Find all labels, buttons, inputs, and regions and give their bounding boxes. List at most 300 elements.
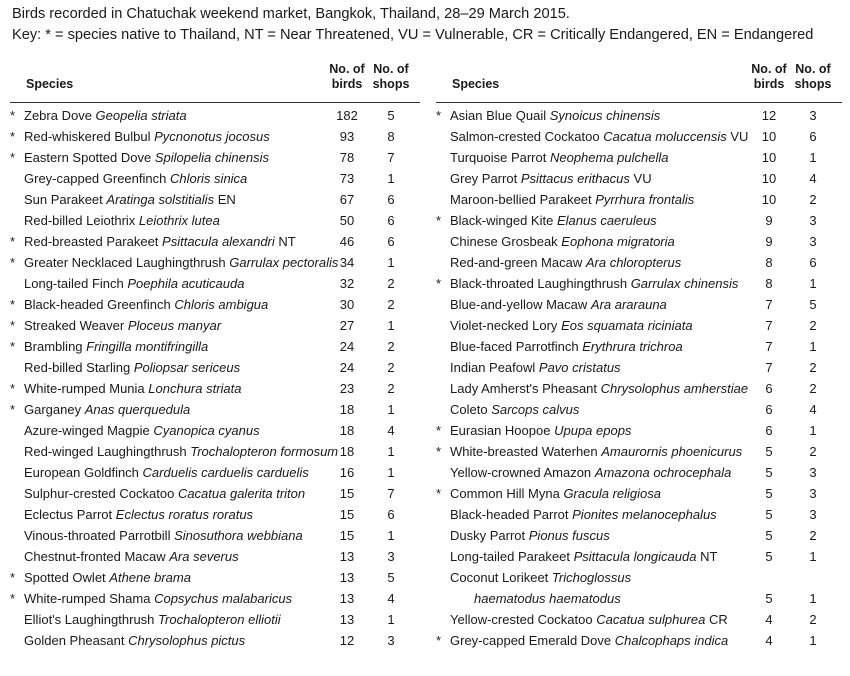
common-name: Garganey: [24, 402, 82, 417]
native-marker: *: [436, 486, 442, 501]
bird-count: 24: [339, 339, 355, 354]
shop-count: 2: [809, 612, 817, 627]
native-marker: *: [10, 339, 16, 354]
scientific-name: Anas querquedula: [84, 402, 191, 417]
scientific-name: Synoicus chinensis: [549, 108, 661, 123]
common-name: Red-breasted Parakeet: [24, 234, 159, 249]
table-row: [436, 462, 842, 483]
scientific-name: Chrysolophus amherstiae: [600, 381, 749, 396]
table-row: [436, 126, 842, 147]
bird-count: 10: [761, 192, 777, 207]
species-name: [24, 294, 268, 315]
bird-count: 5: [765, 444, 773, 459]
conservation-status: VU: [730, 129, 749, 144]
common-name: Chinese Grosbeak: [450, 234, 558, 249]
species-name: [24, 630, 245, 651]
species-name: [24, 147, 269, 168]
bird-count: 6: [765, 381, 773, 396]
species-name: [24, 231, 296, 252]
species-name: [24, 126, 270, 147]
species-name: [450, 504, 717, 525]
shop-count: 2: [387, 381, 395, 396]
native-marker: *: [10, 150, 16, 165]
species-name: [24, 525, 303, 546]
table-row: [10, 105, 420, 126]
bird-count: 73: [339, 171, 355, 186]
birds-column-header: [326, 62, 368, 92]
species-name: [450, 168, 652, 189]
shop-count: 2: [387, 339, 395, 354]
native-marker: *: [10, 255, 16, 270]
bird-count: 50: [339, 213, 355, 228]
bird-count: 9: [765, 213, 773, 228]
species-name: [24, 483, 305, 504]
common-name: Black-throated Laughingthrush: [450, 276, 628, 291]
scientific-name: Chloris sinica: [169, 171, 248, 186]
species-name: [450, 189, 694, 210]
table-row: [436, 441, 842, 462]
species-name: [24, 210, 220, 231]
species-name: [450, 462, 731, 483]
species-column-header: Species: [452, 77, 500, 91]
native-marker: *: [10, 318, 16, 333]
native-marker: *: [10, 570, 16, 585]
native-marker: *: [436, 213, 442, 228]
species-name: [24, 105, 187, 126]
table-row: [10, 168, 420, 189]
scientific-name: Garrulax chinensis: [630, 276, 739, 291]
table-row: [10, 546, 420, 567]
shop-count: 3: [387, 549, 395, 564]
shop-count: 1: [387, 612, 395, 627]
species-name: [450, 147, 669, 168]
common-name: Golden Pheasant: [24, 633, 125, 648]
common-name: Common Hill Myna: [450, 486, 560, 501]
shops-header-line2: shops: [372, 77, 410, 91]
scientific-name: Trochalopteron elliotii: [158, 612, 281, 627]
native-marker: *: [10, 591, 16, 606]
table-row: [436, 210, 842, 231]
scientific-name: Copsychus malabaricus: [154, 591, 293, 606]
table-row: [436, 168, 842, 189]
common-name: Spotted Owlet: [24, 570, 106, 585]
scientific-name: Cacatua galerita triton: [177, 486, 306, 501]
species-name: [450, 126, 748, 147]
bird-count: 13: [339, 612, 355, 627]
table-row: [436, 546, 842, 567]
bird-count: 27: [339, 318, 355, 333]
scientific-name: Erythrura trichroa: [582, 339, 683, 354]
native-marker: *: [10, 129, 16, 144]
common-name: Black-headed Parrot: [450, 507, 569, 522]
shop-count: 2: [387, 360, 395, 375]
bird-count: 182: [336, 108, 358, 123]
species-name: [450, 315, 693, 336]
bird-count: 78: [339, 150, 355, 165]
shops-column-header: [790, 62, 836, 92]
bird-count: 18: [339, 444, 355, 459]
table-row: [10, 630, 420, 651]
species-name: [450, 105, 660, 126]
shops-header-line1: No. of: [795, 62, 831, 76]
table-row: [10, 273, 420, 294]
common-name: Lady Amherst's Pheasant: [450, 381, 598, 396]
shop-count: 1: [387, 318, 395, 333]
table-row: [436, 252, 842, 273]
common-name: Indian Peafowl: [450, 360, 536, 375]
table-row: [10, 525, 420, 546]
species-name: [450, 252, 681, 273]
shop-count: 6: [387, 234, 395, 249]
table-row: [10, 420, 420, 441]
common-name: Eclectus Parrot: [24, 507, 113, 522]
header-rule: [436, 102, 842, 103]
scientific-name: Fringilla montifringilla: [86, 339, 209, 354]
shop-count: 1: [809, 591, 817, 606]
conservation-status: NT: [700, 549, 718, 564]
shop-count: 3: [809, 507, 817, 522]
shop-count: 3: [809, 108, 817, 123]
bird-count: 18: [339, 402, 355, 417]
scientific-name: Amaurornis phoenicurus: [601, 444, 743, 459]
bird-count: 46: [339, 234, 355, 249]
scientific-name-continued: haematodus haematodus: [474, 591, 621, 606]
shop-count: 6: [809, 129, 817, 144]
table-row: [436, 525, 842, 546]
birds-header-line2: birds: [753, 77, 785, 91]
bird-count: 93: [339, 129, 355, 144]
common-name: Streaked Weaver: [24, 318, 125, 333]
common-name: White-breasted Waterhen: [450, 444, 598, 459]
shop-count: 6: [387, 507, 395, 522]
shop-count: 6: [387, 192, 395, 207]
table-row: [436, 231, 842, 252]
table-row: [436, 630, 842, 651]
shop-count: 1: [387, 465, 395, 480]
scientific-name: Geopelia striata: [95, 108, 187, 123]
common-name: White-rumped Munia: [24, 381, 145, 396]
bird-count: 67: [339, 192, 355, 207]
right-table-body: [436, 105, 842, 651]
bird-count: 7: [765, 318, 773, 333]
scientific-name: Poliopsar sericeus: [133, 360, 241, 375]
scientific-name: Garrulax pectoralis: [229, 255, 339, 270]
species-name: [24, 357, 240, 378]
common-name: European Goldfinch: [24, 465, 139, 480]
table-row: [10, 462, 420, 483]
scientific-name: Chalcophaps indica: [614, 633, 729, 648]
scientific-name: Elanus caeruleus: [556, 213, 657, 228]
shop-count: 4: [809, 402, 817, 417]
bird-count: 15: [339, 528, 355, 543]
common-name: Long-tailed Finch: [24, 276, 124, 291]
species-name: [24, 462, 309, 483]
shop-count: 1: [809, 150, 817, 165]
common-name: Blue-faced Parrotfinch: [450, 339, 579, 354]
shop-count: 1: [387, 402, 395, 417]
table-row: [436, 483, 842, 504]
species-name: [24, 273, 244, 294]
native-marker: *: [10, 381, 16, 396]
table-row: [10, 189, 420, 210]
bird-count: 13: [339, 549, 355, 564]
shop-count: 5: [387, 570, 395, 585]
scientific-name: Gracula religiosa: [563, 486, 661, 501]
species-name: [24, 336, 208, 357]
shop-count: 2: [809, 318, 817, 333]
common-name: Grey-capped Emerald Dove: [450, 633, 612, 648]
scientific-name: Cyanopica cyanus: [153, 423, 260, 438]
scientific-name: Amazona ochrocephala: [594, 465, 732, 480]
bird-count: 8: [765, 255, 773, 270]
scientific-name: Cacatua sulphurea: [596, 612, 706, 627]
table-row: [10, 609, 420, 630]
scientific-name: Athene brama: [109, 570, 191, 585]
shop-count: 3: [809, 234, 817, 249]
species-name: [24, 441, 338, 462]
shop-count: 2: [809, 528, 817, 543]
table-row: [436, 378, 842, 399]
species-name: [450, 525, 610, 546]
header-rule: [10, 102, 420, 103]
table-row: [10, 399, 420, 420]
right-table-header: [436, 62, 842, 98]
bird-count: 12: [761, 108, 777, 123]
common-name: Red-billed Leiothrix: [24, 213, 136, 228]
scientific-name: Psittacus erithacus: [520, 171, 630, 186]
scientific-name: Spilopelia chinensis: [154, 150, 270, 165]
species-name: [450, 609, 728, 630]
bird-count: 24: [339, 360, 355, 375]
common-name: Grey Parrot: [450, 171, 518, 186]
table-row: [436, 273, 842, 294]
common-name: Long-tailed Parakeet: [450, 549, 570, 564]
bird-count: 6: [765, 402, 773, 417]
shop-count: 3: [387, 633, 395, 648]
birds-header-line1: No. of: [329, 62, 365, 76]
conservation-status: CR: [708, 612, 728, 627]
table-row: [436, 147, 842, 168]
conservation-status: VU: [633, 171, 652, 186]
shops-header-line2: shops: [794, 77, 832, 91]
species-name: [450, 231, 675, 252]
common-name: Grey-capped Greenfinch: [24, 171, 167, 186]
table-row: [10, 378, 420, 399]
native-marker: *: [436, 108, 442, 123]
bird-count: 6: [765, 423, 773, 438]
shop-count: 1: [387, 528, 395, 543]
shop-count: 4: [809, 171, 817, 186]
scientific-name: Trichoglossus: [551, 570, 632, 585]
native-marker: *: [10, 297, 16, 312]
bird-count: 5: [765, 486, 773, 501]
species-name: [450, 273, 738, 294]
shop-count: 5: [387, 108, 395, 123]
table-row: [436, 399, 842, 420]
common-name: Red-and-green Macaw: [450, 255, 583, 270]
left-table-header: [10, 62, 420, 98]
shop-count: 1: [387, 444, 395, 459]
shop-count: 6: [809, 255, 817, 270]
scientific-name: Ara ararauna: [590, 297, 667, 312]
scientific-name: Eos squamata riciniata: [561, 318, 693, 333]
common-name: White-rumped Shama: [24, 591, 151, 606]
species-name: [450, 294, 667, 315]
species-name: [450, 210, 657, 231]
bird-count: 5: [765, 528, 773, 543]
bird-count: 15: [339, 486, 355, 501]
native-marker: *: [436, 423, 442, 438]
shops-header-line1: No. of: [373, 62, 409, 76]
species-name: [24, 546, 239, 567]
species-name: [24, 189, 236, 210]
bird-count: 4: [765, 633, 773, 648]
common-name: Eastern Spotted Dove: [24, 150, 152, 165]
species-name: [24, 504, 253, 525]
scientific-name: Pionus fuscus: [528, 528, 610, 543]
species-name: [450, 336, 683, 357]
shop-count: 1: [387, 171, 395, 186]
scientific-name: Eophona migratoria: [561, 234, 675, 249]
shop-count: 1: [387, 255, 395, 270]
table-row: [436, 357, 842, 378]
shop-count: 1: [809, 276, 817, 291]
species-name: [450, 483, 661, 504]
bird-count: 23: [339, 381, 355, 396]
native-marker: *: [10, 402, 16, 417]
shop-count: 3: [809, 213, 817, 228]
species-name: [24, 168, 247, 189]
table-row: [10, 588, 420, 609]
table-row: [436, 189, 842, 210]
shops-column-header: [368, 62, 414, 92]
common-name: Yellow-crowned Amazon: [450, 465, 592, 480]
scientific-name: Ara chloropterus: [585, 255, 682, 270]
table-row: [436, 567, 842, 609]
bird-count: 16: [339, 465, 355, 480]
table-row: [10, 441, 420, 462]
scientific-name: Neophema pulchella: [549, 150, 669, 165]
table-row: [10, 315, 420, 336]
shop-count: 3: [809, 486, 817, 501]
species-name: [24, 378, 242, 399]
common-name: Coleto: [450, 402, 488, 417]
species-name: [450, 378, 748, 399]
common-name: Elliot's Laughingthrush: [24, 612, 155, 627]
common-name: Violet-necked Lory: [450, 318, 558, 333]
species-name: [450, 546, 717, 567]
shop-count: 4: [387, 423, 395, 438]
bird-count: 34: [339, 255, 355, 270]
common-name: Turquoise Parrot: [450, 150, 547, 165]
common-name: Sun Parakeet: [24, 192, 103, 207]
scientific-name: Cacatua moluccensis: [603, 129, 727, 144]
table-row: [10, 147, 420, 168]
bird-count: 5: [765, 507, 773, 522]
bird-count: 10: [761, 150, 777, 165]
common-name: Sulphur-crested Cockatoo: [24, 486, 175, 501]
table-row: [436, 609, 842, 630]
scientific-name: Aratinga solstitialis: [106, 192, 215, 207]
species-column-header: Species: [26, 77, 74, 91]
common-name: Greater Necklaced Laughingthrush: [24, 255, 226, 270]
table-row: [10, 210, 420, 231]
shop-count: 1: [809, 423, 817, 438]
species-name: [24, 315, 221, 336]
table-row: [10, 336, 420, 357]
scientific-name: Chrysolophus pictus: [128, 633, 246, 648]
shop-count: 1: [809, 633, 817, 648]
common-name: Maroon-bellied Parakeet: [450, 192, 592, 207]
scientific-name: Sinosuthora webbiana: [174, 528, 303, 543]
species-name: [450, 441, 742, 462]
common-name: Salmon-crested Cockatoo: [450, 129, 600, 144]
common-name: Coconut Lorikeet: [450, 570, 549, 585]
bird-count: 7: [765, 297, 773, 312]
bird-count: 13: [339, 591, 355, 606]
common-name: Brambling: [24, 339, 83, 354]
shop-count: 1: [809, 549, 817, 564]
native-marker: *: [10, 234, 16, 249]
native-marker: *: [436, 633, 442, 648]
shop-count: 2: [809, 381, 817, 396]
scientific-name: Carduelis carduelis carduelis: [142, 465, 309, 480]
shop-count: 2: [387, 297, 395, 312]
shop-count: 3: [809, 465, 817, 480]
shop-count: 2: [809, 360, 817, 375]
species-name: [24, 252, 338, 273]
table-row: [10, 567, 420, 588]
shop-count: 7: [387, 486, 395, 501]
table-row: [10, 252, 420, 273]
scientific-name: Pavo cristatus: [538, 360, 621, 375]
common-name: Dusky Parrot: [450, 528, 526, 543]
common-name: Zebra Dove: [24, 108, 92, 123]
caption-key: Key: * = species native to Thailand, NT = Near Threatened, VU = Vulnerable, CR = Critically Endangered, EN = Endangered: [12, 27, 814, 43]
scientific-name: Ploceus manyar: [127, 318, 222, 333]
common-name: Red-winged Laughingthrush: [24, 444, 187, 459]
birds-header-line1: No. of: [751, 62, 787, 76]
scientific-name: Psittacula alexandri: [162, 234, 275, 249]
bird-count: 8: [765, 276, 773, 291]
common-name: Eurasian Hoopoe: [450, 423, 551, 438]
right-table: [436, 62, 842, 651]
native-marker: *: [436, 444, 442, 459]
table-row: [10, 357, 420, 378]
species-name: [24, 588, 292, 609]
common-name: Chestnut-fronted Macaw: [24, 549, 166, 564]
table-caption: [12, 4, 842, 46]
left-table: [10, 62, 420, 651]
table-row: [436, 105, 842, 126]
bird-count: 5: [765, 549, 773, 564]
shop-count: 5: [809, 297, 817, 312]
common-name: Red-whiskered Bulbul: [24, 129, 151, 144]
bird-count: 7: [765, 360, 773, 375]
scientific-name: Ara severus: [169, 549, 239, 564]
scientific-name: Psittacula longicauda: [573, 549, 697, 564]
scientific-name: Leiothrix lutea: [138, 213, 220, 228]
species-name: [450, 357, 621, 378]
species-name: [24, 567, 191, 588]
common-name: Vinous-throated Parrotbill: [24, 528, 171, 543]
shop-count: 2: [809, 192, 817, 207]
shop-count: 2: [387, 276, 395, 291]
bird-count: 15: [339, 507, 355, 522]
common-name: Black-winged Kite: [450, 213, 554, 228]
conservation-status: NT: [278, 234, 296, 249]
bird-count: 7: [765, 339, 773, 354]
